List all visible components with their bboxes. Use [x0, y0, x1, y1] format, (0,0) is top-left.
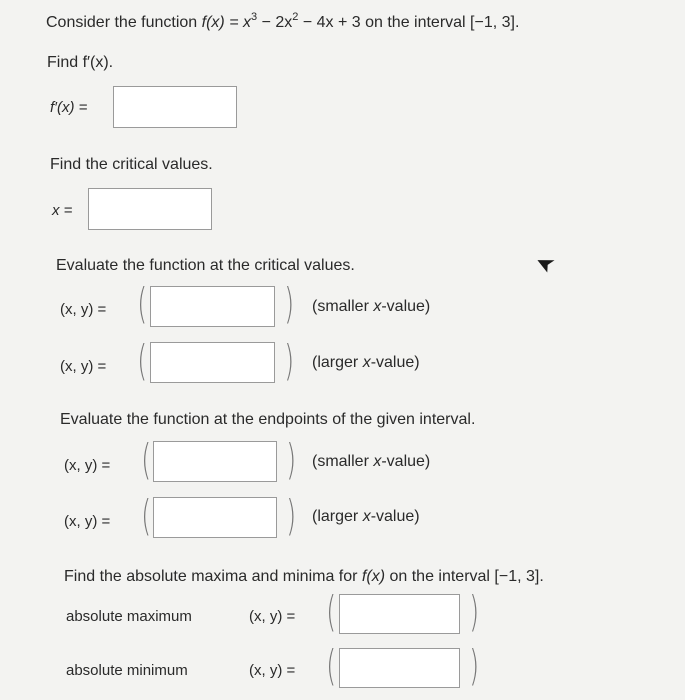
endpoint-row-2-lhs: (x, y) = — [64, 513, 111, 530]
note-pre: (smaller — [312, 298, 374, 315]
critical-row-1-note — [312, 297, 430, 317]
critical-row-1-lhs: (x, y) = — [60, 301, 107, 318]
note-post: -value) — [381, 453, 431, 470]
function-expression: f(x) = x — [201, 14, 251, 31]
critical-row-1-open-paren: ( — [137, 279, 148, 328]
absolute-extrema-label — [64, 567, 544, 587]
absolute-maximum-label: absolute maximum — [66, 608, 192, 625]
endpoint-row-2-input[interactable] — [153, 497, 277, 538]
note-pre: (smaller — [312, 453, 374, 470]
endpoint-row-1-note — [312, 452, 430, 472]
endpoint-row-1-open-paren: ( — [141, 435, 152, 484]
interval-text: on the interval [−1, 3]. — [360, 14, 520, 31]
critical-row-2-lhs: (x, y) = — [60, 358, 107, 375]
absolute-label-post: on the interval [−1, 3]. — [385, 568, 544, 585]
note-var: x — [373, 453, 382, 470]
critical-row-2-close-paren: ) — [284, 336, 295, 385]
absolute-minimum-label: absolute minimum — [66, 662, 188, 679]
note-pre: (larger — [312, 508, 363, 525]
mouse-pointer-icon — [537, 253, 557, 273]
problem-prefix: Consider the function — [46, 14, 202, 31]
exponent-2: 2 — [292, 11, 299, 23]
note-pre: (larger — [312, 354, 363, 371]
critical-values-input[interactable] — [88, 188, 212, 230]
exponent-3: 3 — [251, 11, 258, 23]
absolute-maximum-lhs: (x, y) = — [249, 608, 296, 625]
endpoint-row-2-note — [312, 507, 420, 527]
endpoint-row-1-input[interactable] — [153, 441, 277, 482]
note-var: x — [362, 508, 371, 525]
critical-values-answer-label: x = — [52, 202, 73, 219]
problem-statement — [46, 13, 519, 33]
critical-row-2-input[interactable] — [150, 342, 275, 383]
critical-values-label: Find the critical values. — [50, 156, 213, 173]
endpoint-row-2-close-paren: ) — [286, 491, 297, 540]
note-post: -value) — [381, 298, 431, 315]
note-post: -value) — [370, 508, 420, 525]
endpoint-row-2-open-paren: ( — [141, 491, 152, 540]
note-post: -value) — [370, 354, 420, 371]
find-derivative-label: Find f′(x). — [47, 54, 114, 71]
evaluate-critical-label: Evaluate the function at the critical values. — [56, 257, 355, 274]
critical-row-2-note — [312, 353, 420, 373]
absolute-maximum-input[interactable] — [339, 594, 460, 634]
absolute-minimum-lhs: (x, y) = — [249, 662, 296, 679]
absolute-maximum-close-paren: ) — [469, 587, 480, 636]
critical-row-1-input[interactable] — [150, 286, 275, 327]
endpoint-row-1-lhs: (x, y) = — [64, 457, 111, 474]
derivative-input[interactable] — [113, 86, 237, 128]
absolute-minimum-open-paren: ( — [326, 641, 337, 690]
function-middle: − 2x — [257, 14, 293, 31]
derivative-answer-label: f′(x) = — [50, 99, 88, 116]
absolute-label-func: f(x) — [361, 568, 386, 585]
absolute-minimum-input[interactable] — [339, 648, 460, 688]
note-var: x — [373, 298, 382, 315]
critical-row-1-close-paren: ) — [284, 279, 295, 328]
absolute-label-pre: Find the absolute maxima and minima for — [64, 568, 362, 585]
endpoint-row-1-close-paren: ) — [286, 435, 297, 484]
critical-row-2-open-paren: ( — [137, 336, 148, 385]
evaluate-endpoints-label: Evaluate the function at the endpoints of the given interval. — [60, 411, 476, 428]
note-var: x — [362, 354, 371, 371]
absolute-minimum-close-paren: ) — [469, 641, 480, 690]
absolute-maximum-open-paren: ( — [326, 587, 337, 636]
function-tail: − 4x + 3 — [298, 14, 361, 31]
